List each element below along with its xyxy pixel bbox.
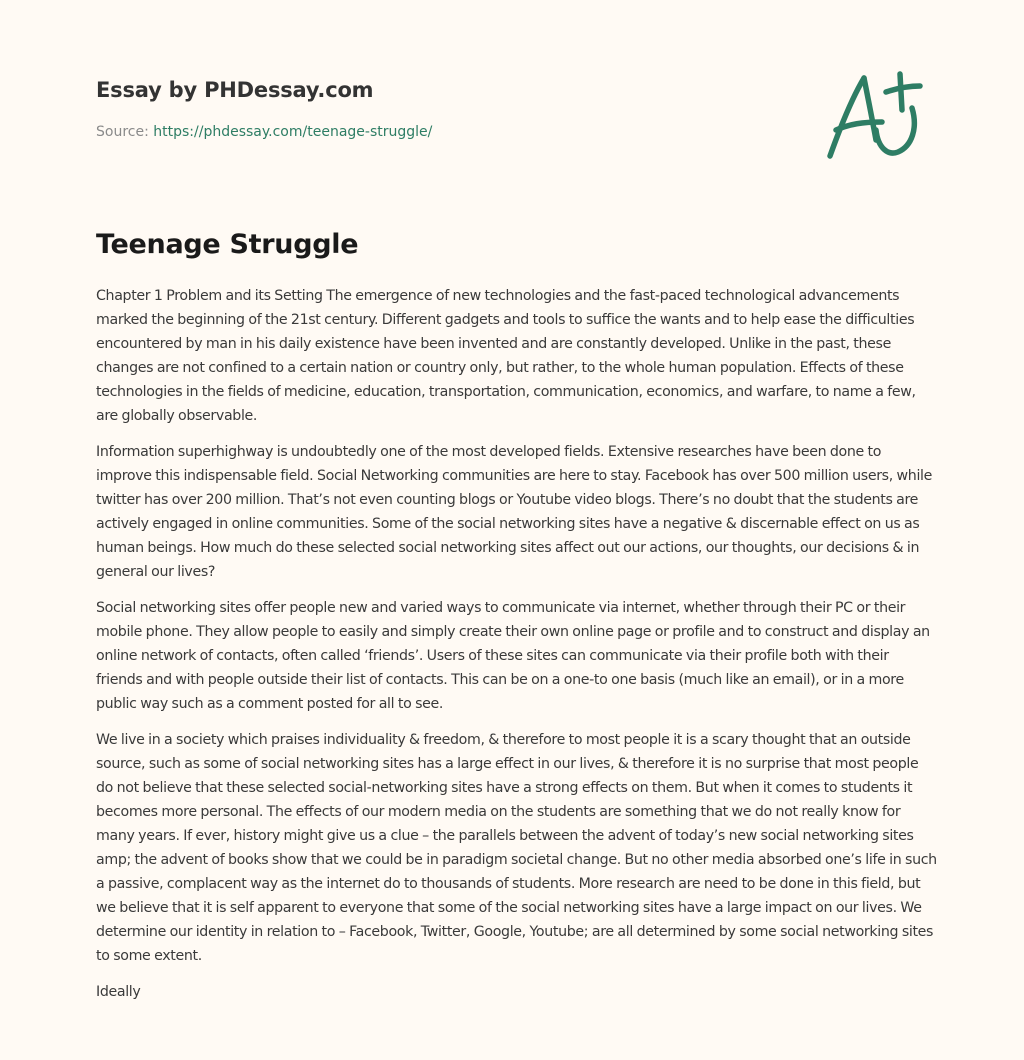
article-title: Teenage Struggle bbox=[96, 229, 359, 260]
source-link[interactable]: https://phdessay.com/teenage-struggle/ bbox=[153, 124, 433, 140]
source-label: Source: bbox=[96, 124, 149, 140]
article-paragraph: Chapter 1 Problem and its Setting The emergence of new technologies and the fast-paced technological advancements marked the beginning of the 21st century. Different gadgets and tools to suffice the wants and to help ease the difficulties encountered by man in his daily existence have been invented and are constantly developed. Unlike in the past, these changes are not confined to a certain nation or country only, but rather, to the whole human population. Effects of these technologies in the fields of medicine, education, transportation, communication, economics, and warfare, to name a few, are globally observable. bbox=[96, 288, 916, 424]
site-title: Essay by PHDessay.com bbox=[96, 78, 374, 102]
article bbox=[96, 226, 938, 1016]
article-paragraph: Ideally bbox=[96, 984, 141, 1000]
a-plus-grade-icon bbox=[822, 68, 928, 164]
source-line bbox=[96, 122, 936, 142]
article-paragraph: Information superhighway is undoubtedly one of the most developed fields. Extensive researches have been done to improve this indispensable field. Social Networking communities are here to stay. Facebook has over 500 million users, while twitter has over 200 million. That’s not even counting blogs or Youtube video blogs. There’s no doubt that the students are actively engaged in online communities. Some of the social networking sites have a negative & discernable effect on us as human beings. How much do these selected social networking sites affect out our actions, our thoughts, our decisions & in general our lives? bbox=[96, 444, 933, 580]
article-paragraph: Social networking sites offer people new and varied ways to communicate via internet, whether through their PC or their mobile phone. They allow people to easily and simply create their own online page or profile and to construct and display an online network of contacts, often called ‘friends’. Users of these sites can communicate via their profile both with their friends and with people outside their list of contacts. This can be on a one-to one basis (much like an email), or in a more public way such as a comment posted for all to see. bbox=[96, 600, 930, 712]
page-header bbox=[96, 74, 936, 142]
article-paragraph: We live in a society which praises individuality & freedom, & therefore to most people it is a scary thought that an outside source, such as some of social networking sites has a large effect in our lives, & therefore it is no surprise that most people do not believe that these selected social-networking sites have a strong effects on them. But when it comes to students it becomes more personal. The effects of our modern media on the students are something that we do not really know for many years. If ever, history might give us a clue – the parallels between the advent of today’s new social networking sites amp; the advent of books show that we could be in paradigm societal change. But no other media absorbed one’s life in such a passive, complacent way as the internet do to thousands of students. More research are need to be done in this field, but we believe that it is self apparent to everyone that some of the social networking sites have a large impact on our lives. We determine our identity in relation to – Facebook, Twitter, Google, Youtube; are all determined by some social networking sites to some extent. bbox=[96, 732, 937, 964]
